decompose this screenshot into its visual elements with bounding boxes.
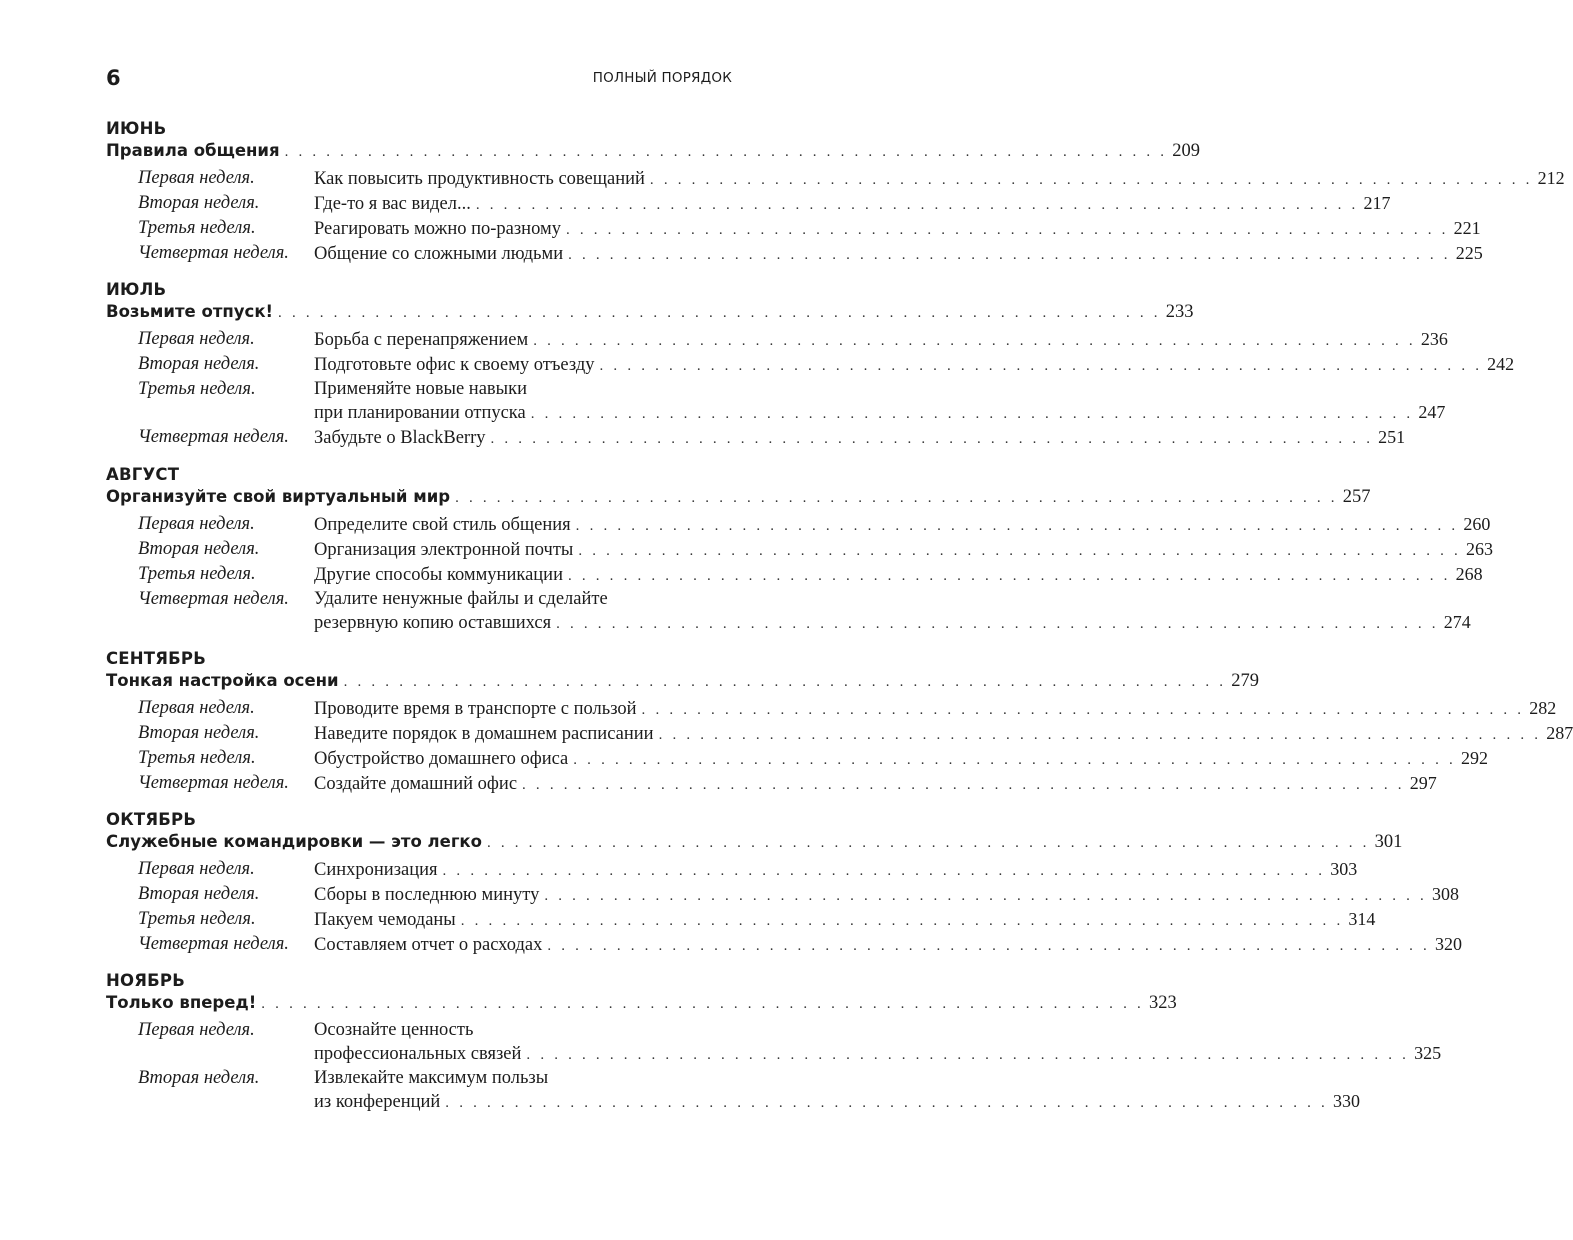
week-label: Третья неделя. bbox=[138, 748, 256, 768]
entry-page-number: 303 bbox=[1330, 859, 1358, 879]
week-entry bbox=[106, 513, 1491, 538]
chapter-entry bbox=[106, 485, 1371, 509]
dot-leader: . . . . . . . . . . . . . . . . . . . . . . . . . . . . . . . . . . . . . . . . . . . . . . . . . . . . . . . . . . . . . . . . bbox=[278, 305, 1161, 321]
entry-title: Составляем отчет о расходах bbox=[314, 935, 543, 955]
week-entry bbox=[106, 563, 1483, 588]
dot-leader: . . . . . . . . . . . . . . . . . . . . . . . . . . . . . . . . . . . . . . . . . . . . . . . . . . . . . . . . . . . . . . . . bbox=[578, 543, 1461, 559]
month-heading: ОКТЯБРЬ bbox=[106, 810, 197, 829]
week-label: Вторая неделя. bbox=[138, 539, 260, 559]
week-entry bbox=[106, 192, 1391, 217]
chapter-title: Возьмите отпуск! bbox=[106, 302, 274, 321]
week-label: Четвертая неделя. bbox=[138, 934, 289, 954]
week-entry bbox=[106, 747, 1488, 772]
chapter-entry bbox=[106, 139, 1200, 163]
month-heading: СЕНТЯБРЬ bbox=[106, 649, 206, 668]
running-head: ПОЛНЫЙ ПОРЯДОК bbox=[592, 70, 732, 86]
entry-page-number: 292 bbox=[1460, 748, 1488, 768]
chapter-entry bbox=[106, 669, 1260, 693]
entry-title: Обустройство домашнего офиса bbox=[314, 749, 569, 769]
week-entry bbox=[106, 588, 1471, 636]
chapter-page-number: 323 bbox=[1148, 993, 1177, 1013]
dot-leader: . . . . . . . . . . . . . . . . . . . . . . . . . . . . . . . . . . . . . . . . . . . . . . . . . . . . . . . . . . . . . . . . bbox=[556, 616, 1439, 632]
entry-title: Реагировать можно по-разному bbox=[314, 219, 561, 239]
week-label: Третья неделя. bbox=[138, 564, 256, 584]
entry-title: резервную копию оставшихся bbox=[314, 613, 552, 633]
dot-leader: . . . . . . . . . . . . . . . . . . . . . . . . . . . . . . . . . . . . . . . . . . . . . . . . . . . . . . . . . . . . . . . . bbox=[530, 406, 1414, 422]
entry-title: Создайте домашний офис bbox=[314, 774, 518, 794]
entry-title: профессиональных связей bbox=[314, 1044, 522, 1064]
toc-section bbox=[106, 970, 1442, 1115]
entry-page-number: 236 bbox=[1420, 329, 1448, 349]
week-label: Третья неделя. bbox=[138, 909, 256, 929]
chapter-title: Служебные командировки — это легко bbox=[106, 832, 482, 851]
week-entry bbox=[106, 858, 1358, 883]
week-entry bbox=[106, 328, 1448, 353]
entry-page-number: 217 bbox=[1363, 193, 1391, 213]
week-label: Первая неделя. bbox=[138, 1020, 255, 1040]
entry-page-number: 225 bbox=[1455, 243, 1483, 263]
week-label: Первая неделя. bbox=[138, 514, 255, 534]
week-entry bbox=[106, 908, 1376, 933]
entry-page-number: 297 bbox=[1409, 773, 1437, 793]
entry-page-number: 221 bbox=[1453, 218, 1481, 238]
week-entry bbox=[106, 722, 1573, 747]
week-label: Первая неделя. bbox=[138, 859, 255, 879]
entry-page-number: 247 bbox=[1418, 402, 1446, 422]
dot-leader: . . . . . . . . . . . . . . . . . . . . . . . . . . . . . . . . . . . . . . . . . . . . . . . . . . . . . . . . . . . . . . . . bbox=[455, 490, 1338, 506]
dot-leader: . . . . . . . . . . . . . . . . . . . . . . . . . . . . . . . . . . . . . . . . . . . . . . . . . . . . . . . . . . . . . . . . bbox=[544, 888, 1427, 904]
entry-title: Подготовьте офис к своему отъезду bbox=[314, 355, 595, 375]
week-label: Четвертая неделя. bbox=[138, 773, 289, 793]
week-entry bbox=[106, 378, 1446, 426]
dot-leader: . . . . . . . . . . . . . . . . . . . . . . . . . . . . . . . . . . . . . . . . . . . . . . . . . . . . . . . . . . . . . . . . bbox=[261, 996, 1144, 1012]
week-entry bbox=[106, 426, 1406, 451]
entry-title: Извлекайте максимум пользы bbox=[314, 1068, 549, 1088]
page-number: 6 bbox=[106, 66, 121, 90]
week-label: Вторая неделя. bbox=[138, 193, 260, 213]
entry-title: при планировании отпуска bbox=[314, 403, 526, 423]
chapter-page-number: 233 bbox=[1165, 302, 1194, 322]
chapter-page-number: 209 bbox=[1172, 141, 1200, 161]
chapter-page-number: 301 bbox=[1374, 832, 1403, 852]
chapter-entry bbox=[106, 991, 1177, 1015]
entry-title: Наведите порядок в домашнем расписании bbox=[314, 724, 654, 744]
dot-leader: . . . . . . . . . . . . . . . . . . . . . . . . . . . . . . . . . . . . . . . . . . . . . . . . . . . . . . . . . . . . . . . . bbox=[599, 358, 1483, 374]
entry-title: Удалите ненужные файлы и сделайте bbox=[314, 589, 608, 609]
dot-leader: . . . . . . . . . . . . . . . . . . . . . . . . . . . . . . . . . . . . . . . . . . . . . . . . . . . . . . . . . . . . . . . . bbox=[522, 777, 1405, 793]
week-label: Первая неделя. bbox=[138, 329, 255, 349]
week-label: Вторая неделя. bbox=[138, 884, 260, 904]
dot-leader: . . . . . . . . . . . . . . . . . . . . . . . . . . . . . . . . . . . . . . . . . . . . . . . . . . . . . . . . . . . . . . . . bbox=[442, 863, 1326, 879]
week-entry bbox=[106, 697, 1557, 722]
entry-page-number: 212 bbox=[1537, 168, 1565, 188]
month-heading: НОЯБРЬ bbox=[106, 971, 185, 990]
chapter-page-number: 279 bbox=[1231, 671, 1260, 691]
dot-leader: . . . . . . . . . . . . . . . . . . . . . . . . . . . . . . . . . . . . . . . . . . . . . . . . . . . . . . . . . . . . . . . . bbox=[568, 247, 1451, 263]
entry-title: Борьба с перенапряжением bbox=[314, 330, 529, 350]
entry-title: Синхронизация bbox=[314, 860, 438, 880]
dot-leader: . . . . . . . . . . . . . . . . . . . . . . . . . . . . . . . . . . . . . . . . . . . . . . . . . . . . . . . . . . . . . . . . bbox=[533, 333, 1416, 349]
week-entry bbox=[106, 1067, 1360, 1115]
week-entry bbox=[106, 353, 1515, 378]
week-label: Третья неделя. bbox=[138, 218, 256, 238]
entry-page-number: 325 bbox=[1414, 1043, 1442, 1063]
week-label: Первая неделя. bbox=[138, 168, 255, 188]
chapter-title: Только вперед! bbox=[106, 993, 257, 1012]
entry-title: Организация электронной почты bbox=[314, 540, 574, 560]
chapter-entry bbox=[106, 300, 1194, 324]
entry-title: Сборы в последнюю минуту bbox=[314, 885, 540, 905]
entry-page-number: 282 bbox=[1529, 698, 1557, 718]
entry-title: из конференций bbox=[314, 1092, 441, 1112]
entry-page-number: 274 bbox=[1443, 612, 1471, 632]
week-entry bbox=[106, 772, 1437, 797]
entry-page-number: 314 bbox=[1348, 909, 1376, 929]
entry-page-number: 308 bbox=[1432, 884, 1459, 904]
week-label: Четвертая неделя. bbox=[138, 243, 289, 263]
entry-page-number: 268 bbox=[1455, 564, 1483, 584]
week-label: Четвертая неделя. bbox=[138, 427, 289, 447]
week-label: Вторая неделя. bbox=[138, 1068, 260, 1088]
week-entry bbox=[106, 933, 1462, 958]
entry-title: Где-то я вас видел... bbox=[314, 194, 471, 214]
toc-section bbox=[106, 809, 1462, 958]
chapter-title: Тонкая настройка осени bbox=[106, 671, 339, 690]
entry-title: Осознайте ценность bbox=[314, 1020, 474, 1040]
dot-leader: . . . . . . . . . . . . . . . . . . . . . . . . . . . . . . . . . . . . . . . . . . . . . . . . . . . . . . . . . . . . . . . . bbox=[641, 702, 1525, 718]
week-entry bbox=[106, 538, 1493, 563]
entry-page-number: 242 bbox=[1487, 354, 1515, 374]
week-entry bbox=[106, 1019, 1442, 1067]
month-heading: ИЮЛЬ bbox=[106, 280, 167, 299]
entry-title: Как повысить продуктивность совещаний bbox=[314, 169, 645, 189]
week-label: Третья неделя. bbox=[138, 379, 256, 399]
entry-page-number: 260 bbox=[1463, 514, 1491, 534]
entry-title: Пакуем чемоданы bbox=[314, 910, 456, 930]
week-label: Четвертая неделя. bbox=[138, 589, 289, 609]
entry-title: Проводите время в транспорте с пользой bbox=[314, 699, 637, 719]
entry-title: Другие способы коммуникации bbox=[314, 565, 563, 585]
week-entry bbox=[106, 883, 1459, 908]
dot-leader: . . . . . . . . . . . . . . . . . . . . . . . . . . . . . . . . . . . . . . . . . . . . . . . . . . . . . . . . . . . . . . . . bbox=[575, 518, 1459, 534]
week-entry bbox=[106, 167, 1565, 192]
dot-leader: . . . . . . . . . . . . . . . . . . . . . . . . . . . . . . . . . . . . . . . . . . . . . . . . . . . . . . . . . . . . . . . . bbox=[567, 568, 1451, 584]
chapter-entry bbox=[106, 830, 1403, 854]
toc-section bbox=[106, 279, 1515, 451]
toc-section bbox=[106, 118, 1565, 267]
dot-leader: . . . . . . . . . . . . . . . . . . . . . . . . . . . . . . . . . . . . . . . . . . . . . . . . . . . . . . . . . . . . . . . . bbox=[284, 144, 1168, 160]
toc-section bbox=[106, 464, 1493, 636]
entry-title: Общение со сложными людьми bbox=[314, 244, 564, 264]
dot-leader: . . . . . . . . . . . . . . . . . . . . . . . . . . . . . . . . . . . . . . . . . . . . . . . . . . . . . . . . . . . . . . . . bbox=[526, 1047, 1410, 1063]
entry-page-number: 251 bbox=[1378, 427, 1406, 447]
entry-page-number: 263 bbox=[1466, 539, 1493, 559]
dot-leader: . . . . . . . . . . . . . . . . . . . . . . . . . . . . . . . . . . . . . . . . . . . . . . . . . . . . . . . . . . . . . . . . bbox=[547, 938, 1430, 954]
dot-leader: . . . . . . . . . . . . . . . . . . . . . . . . . . . . . . . . . . . . . . . . . . . . . . . . . . . . . . . . . . . . . . . . bbox=[565, 222, 1449, 238]
dot-leader: . . . . . . . . . . . . . . . . . . . . . . . . . . . . . . . . . . . . . . . . . . . . . . . . . . . . . . . . . . . . . . . . bbox=[649, 172, 1533, 188]
week-label: Первая неделя. bbox=[138, 698, 255, 718]
dot-leader: . . . . . . . . . . . . . . . . . . . . . . . . . . . . . . . . . . . . . . . . . . . . . . . . . . . . . . . . . . . . . . . . bbox=[573, 752, 1456, 768]
month-heading: АВГУСТ bbox=[106, 465, 180, 484]
week-entry bbox=[106, 242, 1483, 267]
entry-page-number: 320 bbox=[1434, 934, 1462, 954]
entry-page-number: 287 bbox=[1546, 723, 1573, 743]
dot-leader: . . . . . . . . . . . . . . . . . . . . . . . . . . . . . . . . . . . . . . . . . . . . . . . . . . . . . . . . . . . . . . . . bbox=[490, 431, 1374, 447]
chapter-title: Организуйте свой виртуальный мир bbox=[106, 487, 451, 506]
entry-title: Определите свой стиль общения bbox=[314, 515, 571, 535]
dot-leader: . . . . . . . . . . . . . . . . . . . . . . . . . . . . . . . . . . . . . . . . . . . . . . . . . . . . . . . . . . . . . . . . bbox=[658, 727, 1542, 743]
chapter-page-number: 257 bbox=[1342, 487, 1371, 507]
entry-page-number: 330 bbox=[1332, 1091, 1360, 1111]
dot-leader: . . . . . . . . . . . . . . . . . . . . . . . . . . . . . . . . . . . . . . . . . . . . . . . . . . . . . . . . . . . . . . . . bbox=[486, 835, 1370, 851]
toc-section bbox=[106, 648, 1573, 797]
dot-leader: . . . . . . . . . . . . . . . . . . . . . . . . . . . . . . . . . . . . . . . . . . . . . . . . . . . . . . . . . . . . . . . . bbox=[445, 1095, 1328, 1111]
dot-leader: . . . . . . . . . . . . . . . . . . . . . . . . . . . . . . . . . . . . . . . . . . . . . . . . . . . . . . . . . . . . . . . . bbox=[460, 913, 1344, 929]
dot-leader: . . . . . . . . . . . . . . . . . . . . . . . . . . . . . . . . . . . . . . . . . . . . . . . . . . . . . . . . . . . . . . . . bbox=[475, 197, 1359, 213]
month-heading: ИЮНЬ bbox=[106, 119, 167, 138]
entry-title: Применяйте новые навыки bbox=[314, 379, 527, 399]
dot-leader: . . . . . . . . . . . . . . . . . . . . . . . . . . . . . . . . . . . . . . . . . . . . . . . . . . . . . . . . . . . . . . . . bbox=[343, 674, 1227, 690]
week-label: Вторая неделя. bbox=[138, 354, 260, 374]
chapter-title: Правила общения bbox=[106, 141, 280, 160]
week-label: Вторая неделя. bbox=[138, 723, 260, 743]
week-entry bbox=[106, 217, 1481, 242]
entry-title: Забудьте о BlackBerry bbox=[314, 428, 486, 448]
